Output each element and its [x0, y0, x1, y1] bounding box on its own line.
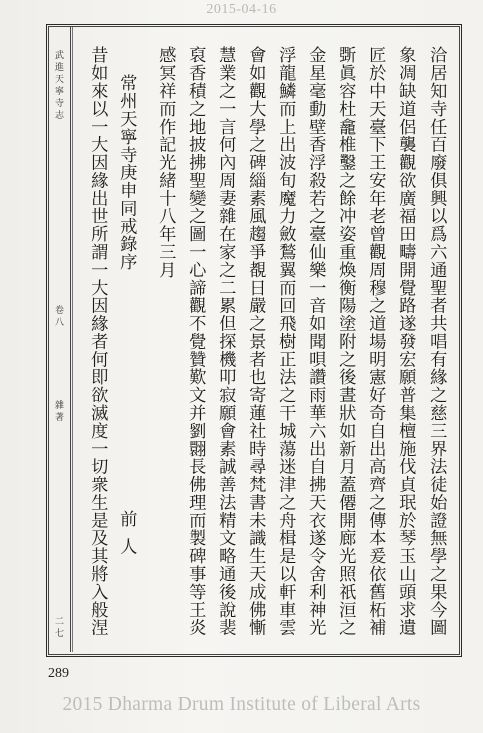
text-column-8: 慧業之一言何內周妻雜在家之二累但探機叩寂願會素誠善法精文略通後說裴 — [215, 46, 236, 637]
text-column-5: 金星毫動壁香浮殺若之臺仙樂一音如聞唄讚雨華六出自拂天衣遂令舍利神光 — [305, 46, 326, 637]
scan-date-stamp: 2015-04-16 — [206, 2, 277, 17]
gutter-volume: 卷八 — [53, 305, 63, 329]
text-column-6: 浮龍鱗而上出波旬魔力斂鶖翼而回飛樹正法之干城蕩迷津之舟楫是以軒車雲 — [275, 46, 296, 637]
text-column-1: 洽居知寺任百廢俱興以爲六通聖者共唱有緣之慈三界法徒始證無學之果今圖 — [426, 46, 447, 637]
author-attribution: 前人 — [116, 510, 137, 565]
watermark: 2015 Dharma Drum Institute of Liberal Arts — [62, 694, 421, 715]
text-column-10: 感冥祥而作記光緒十八年三月 — [155, 46, 176, 279]
gutter-rule — [70, 27, 71, 652]
page-number: 289 — [48, 666, 69, 681]
text-column-2: 象凋缺道侶襲觀欲廣福田疇開覺路遂發宏願普集檀施伐貞珉於琴玉山頭求遺 — [395, 46, 416, 637]
gutter-book-title: 武進天寧寺志 — [53, 50, 63, 122]
text-column-4: 斲眞容杜龕椎鑿之餘冲姿重煥衡陽塗附之後晝狀如新月蓋僊開廊光照祇洹之 — [335, 46, 356, 637]
section-title-column: 常州天寧寺庚申同戒錄序 — [116, 74, 137, 271]
text-column-7: 會如觀大學之碑緇素風趨爭覩日嚴之景者也寄蓮社時尋梵書未識生天成佛慚 — [245, 46, 266, 637]
gutter-folio: 二七 — [53, 616, 63, 640]
gutter-section: 雜著 — [53, 400, 63, 424]
text-column-9: 裒香積之地披拂聖變之圖一心諦觀不覺贊歎文并劉翾長佛理而製碑事等王炎 — [185, 46, 206, 637]
gutter-rule-inner — [72, 27, 73, 652]
text-column-12: 昔如來以一大因緣出世所謂一大因緣者何即欲滅度一切衆生是及其將入般涅 — [87, 46, 108, 637]
text-column-3: 匠於中天臺下王安年老曾觀周穆之道場明憲好奇自出高齊之傳本爰依舊柘補 — [365, 46, 386, 637]
